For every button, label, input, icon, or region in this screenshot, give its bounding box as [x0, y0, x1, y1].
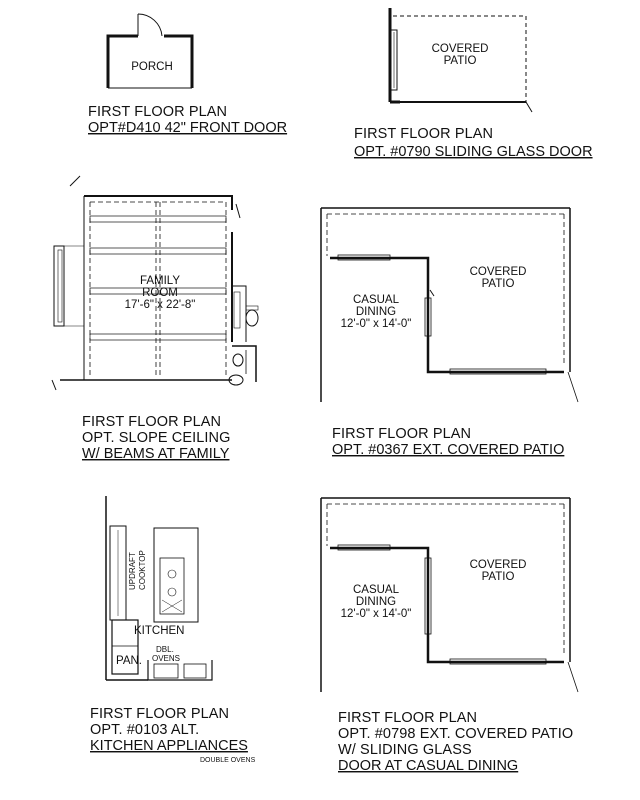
room-label-covered: COVERED: [469, 559, 527, 571]
room-label-casual: CASUAL: [352, 584, 400, 596]
plan-ext-covered-patio: [321, 208, 578, 458]
room-dimensions-dining: 12'-0" x 14'-0": [340, 608, 412, 620]
plan-caption-line-3: W/ SLIDING GLASS: [338, 742, 472, 758]
plan-caption-line-2: OPT. #0798 EXT. COVERED PATIO: [338, 726, 574, 742]
appliance-label-ovens: OVENS: [152, 654, 181, 663]
room-label-patio: PATIO: [481, 571, 515, 583]
plan-caption-line-3: KITCHEN APPLIANCES: [90, 738, 248, 754]
plan-kitchen-appliances: [90, 496, 256, 764]
plan-slope-ceiling: [52, 176, 258, 462]
plan-caption-line-4: DOOR AT CASUAL DINING: [338, 758, 519, 774]
appliance-label-cooktop: COOKTOP: [138, 550, 147, 590]
room-label-casual: CASUAL: [352, 294, 400, 306]
room-label-porch: PORCH: [131, 61, 173, 73]
room-label-covered: COVERED: [469, 266, 527, 278]
plan-sub-note: DOUBLE OVENS: [200, 757, 256, 764]
room-label-room: ROOM: [142, 287, 178, 299]
plan-ext-covered-patio-sliding: [321, 498, 578, 774]
room-dimensions-family: 17'-6" x 22'-8": [124, 299, 196, 311]
plan-caption-line-1: FIRST FLOOR PLAN: [354, 126, 494, 142]
room-label-covered: COVERED: [431, 43, 489, 55]
plan-caption-line-2: OPT. #0103 ALT.: [90, 722, 200, 738]
room-label-patio: PATIO: [481, 278, 515, 290]
porch-drawing: [108, 14, 192, 88]
room-label-family: FAMILY: [139, 275, 181, 287]
room-label-patio: PATIO: [443, 55, 477, 67]
appliance-label-dbl: DBL.: [156, 645, 174, 654]
plan-caption-line-1: FIRST FLOOR PLAN: [332, 426, 472, 442]
plan-caption-line-3: W/ BEAMS AT FAMILY: [82, 446, 230, 462]
plan-front-door: [88, 14, 287, 136]
room-label-dining: DINING: [355, 596, 397, 608]
plan-caption-line-1: FIRST FLOOR PLAN: [82, 414, 222, 430]
appliance-label-updraft: UPDRAFT: [128, 552, 137, 590]
plan-caption-line-2: OPT. #0790 SLIDING GLASS DOOR: [354, 144, 593, 160]
room-dimensions-dining: 12'-0" x 14'-0": [340, 318, 412, 330]
room-label-kitchen: KITCHEN: [134, 625, 185, 637]
plan-caption-line-2: OPT. SLOPE CEILING: [82, 430, 231, 446]
room-label-pantry: PAN.: [116, 655, 142, 667]
plan-caption-line-1: FIRST FLOOR PLAN: [88, 104, 228, 120]
plan-caption-line-2: OPT. #0367 EXT. COVERED PATIO: [332, 442, 565, 458]
plan-caption-line-1: FIRST FLOOR PLAN: [338, 710, 478, 726]
plan-sliding-glass-door: [354, 8, 593, 160]
plan-caption-line-2: OPT#D410 42" FRONT DOOR: [88, 120, 288, 136]
room-label-dining: DINING: [355, 306, 397, 318]
plan-caption-line-1: FIRST FLOOR PLAN: [90, 706, 230, 722]
